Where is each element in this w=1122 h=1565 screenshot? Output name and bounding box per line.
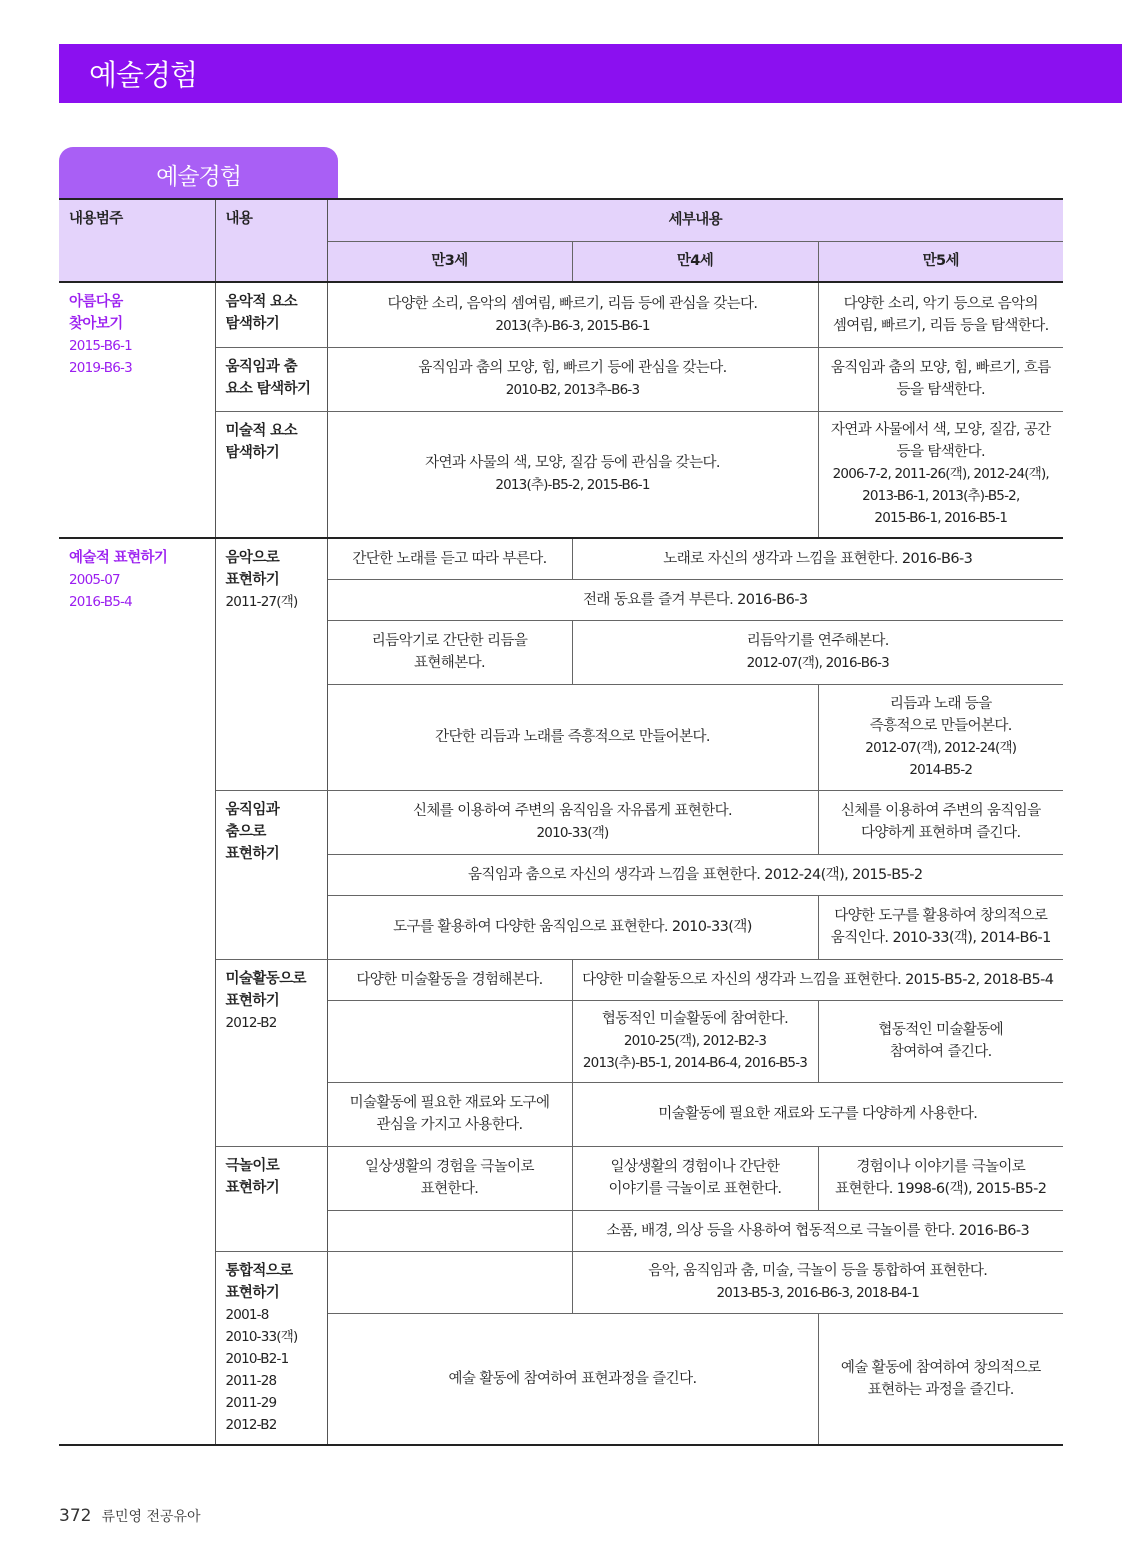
content-title-line: 움직임과 [225, 801, 280, 818]
header-age4: 만4세 [572, 241, 818, 282]
detail-ref: 2013-B6-1, 2013(추)-B5-2, [862, 488, 1020, 505]
detail-cell: 간단한 리듬과 노래를 즉흥적으로 만들어본다. [327, 684, 818, 790]
detail-text: 협동적인 미술활동에 참여한다. [601, 1011, 789, 1027]
content-title-line: 탐색하기 [225, 444, 280, 461]
banner-title: 예술경험 [89, 58, 198, 92]
detail-text: 신체를 이용하여 주변의 움직임을 [840, 803, 1041, 819]
detail-cell [818, 1146, 1063, 1210]
detail-text: 즉흥적으로 만들어본다. [869, 718, 1012, 734]
content-art-explore [215, 411, 327, 538]
header-detail: 세부내용 [327, 199, 1063, 241]
detail-text: 이야기를 극놀이로 표현한다. [608, 1181, 782, 1197]
detail-cell [818, 895, 1063, 959]
detail-text: 일상생활의 경험이나 간단한 [610, 1159, 780, 1175]
content-ref: 2011-29 [225, 1394, 277, 1411]
category-beauty-ref2: 2019-B6-3 [69, 360, 132, 376]
detail-text: 리듬과 노래 등을 [889, 696, 992, 712]
detail-cell [818, 282, 1063, 347]
detail-text: 경험이나 이야기를 극놀이로 [856, 1159, 1026, 1175]
detail-text: 관심을 가지고 사용한다. [376, 1117, 523, 1133]
content-title-line: 표현하기 [225, 992, 280, 1009]
detail-cell [327, 1146, 572, 1210]
detail-cell: 도구를 활용하여 다양한 움직임으로 표현한다. 2010-33(객) [327, 895, 818, 959]
detail-cell [327, 620, 572, 684]
category-expression-ref1: 2005-07 [69, 572, 120, 588]
detail-ref: 2006-7-2, 2011-26(객), 2012-24(객), [832, 466, 1049, 483]
detail-cell [818, 1000, 1063, 1082]
curriculum-table [59, 198, 1063, 1446]
page-footer [59, 1506, 201, 1526]
content-move-explore [215, 347, 327, 411]
detail-cell [818, 1313, 1063, 1444]
category-beauty-name2: 찾아보기 [69, 316, 123, 332]
detail-ref: 2010-33(객) [536, 825, 609, 841]
section-banner [59, 44, 1122, 103]
detail-cell-empty [327, 1210, 572, 1251]
content-title-line: 통합적으로 [225, 1262, 293, 1279]
detail-cell [572, 1000, 818, 1082]
content-title-line: 표현하기 [225, 572, 280, 588]
detail-cell [572, 1146, 818, 1210]
detail-cell: 움직임과 춤으로 자신의 생각과 느낌을 표현한다. 2012-24(객), 2015-B5-2 [327, 854, 1063, 895]
content-title-line: 음악적 요소 [225, 294, 297, 310]
detail-cell: 노래로 자신의 생각과 느낌을 표현한다. 2016-B6-3 [572, 538, 1063, 579]
detail-cell [327, 790, 818, 854]
detail-cell: 소품, 배경, 의상 등을 사용하여 협동적으로 극놀이를 한다. 2016-B6-3 [572, 1210, 1063, 1251]
detail-text: 움직인다. 2010-33(객), 2014-B6-1 [830, 930, 1051, 946]
header-content: 내용 [215, 199, 327, 282]
content-title-line: 미술적 요소 [225, 422, 297, 439]
detail-text: 움직임과 춤의 모양, 힘, 빠르기, 흐름 [830, 360, 1051, 376]
detail-cell [572, 1251, 1063, 1313]
content-ref: 2010-B2-1 [225, 1350, 289, 1367]
detail-ref: 2013(추)-B5-1, 2014-B6-4, 2016-B5-3 [582, 1055, 808, 1071]
detail-text: 신체를 이용하여 주변의 움직임을 자유롭게 표현한다. [412, 803, 732, 819]
detail-text: 참여하여 즐긴다. [889, 1044, 992, 1060]
detail-text: 리듬악기로 간단한 리듬을 [371, 633, 528, 649]
content-art-express [215, 959, 327, 1146]
tab-title: 예술경험 [156, 164, 241, 190]
header-age5: 만5세 [818, 241, 1063, 282]
header-category: 내용범주 [59, 199, 215, 282]
content-ref: 2011-27(객) [225, 594, 298, 610]
detail-text: 등을 탐색한다. [896, 444, 985, 461]
content-title-line: 움직임과 춤 [225, 358, 297, 375]
content-ref: 2012-B2 [225, 1014, 277, 1031]
detail-cell [327, 282, 818, 347]
detail-text: 일상생활의 경험을 극놀이로 [365, 1159, 534, 1175]
detail-cell [818, 684, 1063, 790]
detail-cell: 미술활동에 필요한 재료와 도구를 다양하게 사용한다. [572, 1082, 1063, 1146]
content-title-line: 요소 탐색하기 [225, 380, 311, 397]
content-ref: 2012-B2 [225, 1416, 277, 1433]
content-title-line: 음악으로 [225, 550, 280, 566]
content-ref: 2010-33(객) [225, 1328, 298, 1345]
detail-ref: 2010-25(객), 2012-B2-3 [623, 1033, 767, 1049]
content-music-explore [215, 282, 327, 347]
category-expression-name: 예술적 표현하기 [69, 550, 168, 566]
category-expression-ref2: 2016-B5-4 [69, 594, 132, 610]
content-title-line: 표현하기 [225, 845, 280, 862]
detail-text: 표현한다. 1998-6(객), 2015-B5-2 [835, 1181, 1047, 1197]
detail-text: 표현해본다. [413, 655, 486, 671]
detail-ref: 2012-07(객), 2012-24(객) [865, 740, 1017, 756]
detail-ref: 2013(추)-B5-2, 2015-B6-1 [495, 477, 650, 494]
detail-cell-empty [327, 1251, 572, 1313]
detail-ref: 2010-B2, 2013추-B6-3 [505, 382, 640, 398]
detail-text: 다양한 소리, 악기 등으로 음악의 [843, 295, 1038, 312]
content-title-line: 탐색하기 [225, 316, 280, 332]
category-expression [59, 538, 215, 1445]
page-number: 372 [59, 1506, 92, 1526]
content-ref: 2011-28 [225, 1372, 277, 1389]
detail-text: 등을 탐색한다. [896, 382, 985, 398]
detail-text: 협동적인 미술활동에 [878, 1022, 1004, 1038]
category-beauty-name1: 아름다움 [69, 294, 123, 310]
detail-cell: 예술 활동에 참여하여 표현과정을 즐긴다. [327, 1313, 818, 1444]
content-title-line: 표현하기 [225, 1179, 280, 1196]
detail-text: 자연과 사물에서 색, 모양, 질감, 공간 [830, 422, 1051, 439]
detail-ref: 2015-B6-1, 2016-B5-1 [874, 510, 1008, 527]
category-beauty-ref1: 2015-B6-1 [69, 338, 132, 354]
detail-ref: 2012-07(객), 2016-B6-3 [746, 655, 889, 671]
detail-text: 자연과 사물의 색, 모양, 질감 등에 관심을 갖는다. [425, 455, 720, 472]
detail-cell [327, 347, 818, 411]
detail-cell [818, 790, 1063, 854]
publisher-name: 류민영 전공유아 [101, 1509, 201, 1525]
content-title-line: 미술활동으로 [225, 970, 306, 987]
detail-text: 다양한 도구를 활용하여 창의적으로 [834, 908, 1048, 924]
detail-cell-empty [327, 1000, 572, 1082]
detail-cell [572, 620, 1063, 684]
detail-cell: 간단한 노래를 듣고 따라 부른다. [327, 538, 572, 579]
detail-text: 표현한다. [420, 1181, 479, 1197]
detail-text: 표현하는 과정을 즐긴다. [867, 1381, 1014, 1398]
content-title-line: 춤으로 [225, 823, 266, 840]
detail-cell: 다양한 미술활동으로 자신의 생각과 느낌을 표현한다. 2015-B5-2, 2018-B5-4 [572, 959, 1063, 1000]
section-tab [59, 147, 338, 198]
detail-cell [818, 347, 1063, 411]
detail-cell: 전래 동요를 즐겨 부른다. 2016-B6-3 [327, 579, 1063, 620]
detail-cell [327, 1082, 572, 1146]
header-age3: 만3세 [327, 241, 572, 282]
detail-text: 리듬악기를 연주해본다. [746, 633, 889, 649]
detail-text: 예술 활동에 참여하여 창의적으로 [840, 1359, 1041, 1376]
detail-text: 다양하게 표현하며 즐긴다. [861, 825, 1021, 841]
content-drama-express [215, 1146, 327, 1251]
content-integrated-express [215, 1251, 327, 1445]
detail-cell [327, 411, 818, 538]
detail-cell [818, 411, 1063, 538]
detail-ref: 2014-B5-2 [909, 762, 973, 778]
content-music-express [215, 538, 327, 790]
detail-text: 다양한 소리, 음악의 셈여림, 빠르기, 리듬 등에 관심을 갖는다. [387, 295, 758, 312]
content-ref: 2001-8 [225, 1306, 269, 1323]
content-title-line: 극놀이로 [225, 1157, 280, 1174]
category-beauty [59, 282, 215, 538]
detail-text: 음악, 움직임과 춤, 미술, 극놀이 등을 통합하여 표현한다. [648, 1263, 988, 1280]
detail-text: 움직임과 춤의 모양, 힘, 빠르기 등에 관심을 갖는다. [418, 360, 727, 376]
detail-text: 미술활동에 필요한 재료와 도구에 [349, 1095, 550, 1111]
detail-text: 셈여림, 빠르기, 리듬 등을 탐색한다. [832, 317, 1049, 334]
content-move-express [215, 790, 327, 959]
detail-ref: 2013(추)-B6-3, 2015-B6-1 [495, 317, 650, 334]
content-title-line: 표현하기 [225, 1284, 280, 1301]
detail-ref: 2013-B5-3, 2016-B6-3, 2018-B4-1 [716, 1285, 920, 1302]
detail-cell: 다양한 미술활동을 경험해본다. [327, 959, 572, 1000]
